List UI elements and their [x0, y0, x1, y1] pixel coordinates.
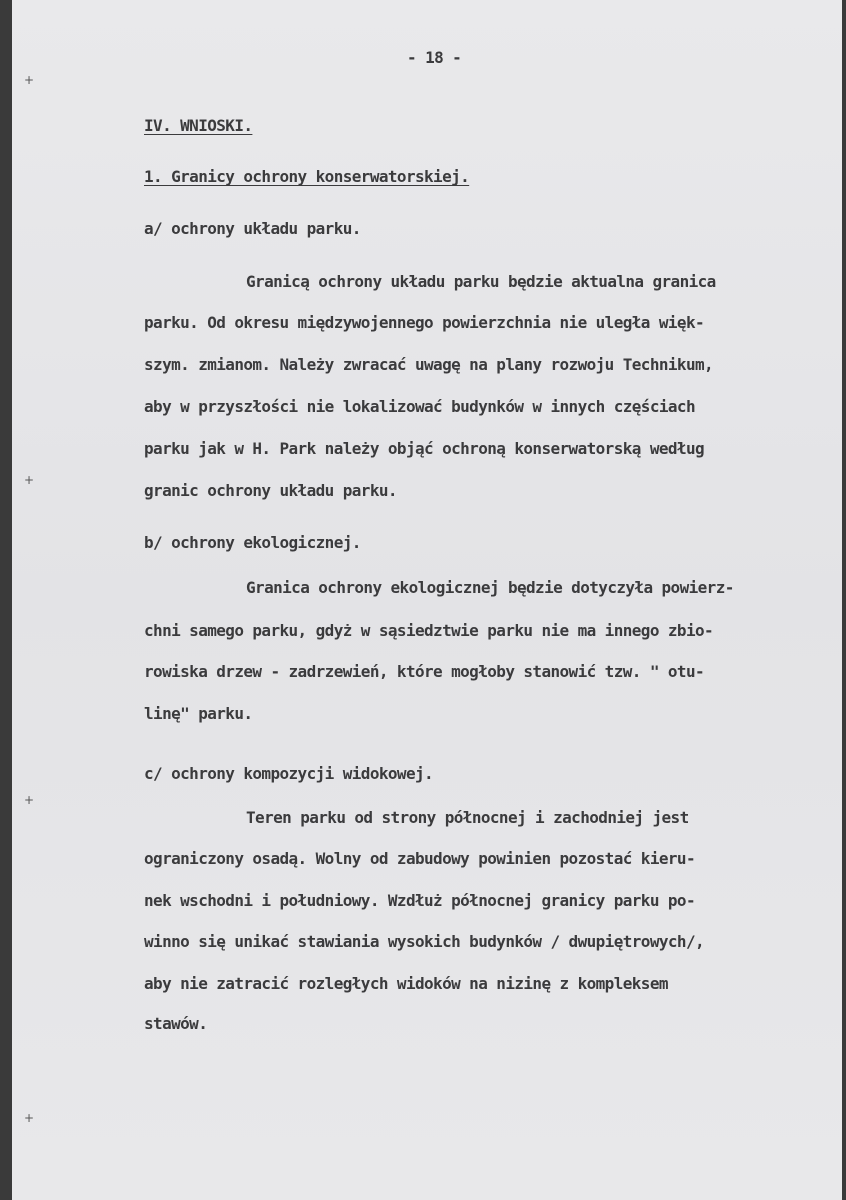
subsection-title: 1. Granicy ochrony konserwatorskiej. [144, 167, 470, 186]
page-number: - 18 - [407, 48, 462, 67]
paragraph-line: stawów. [144, 1014, 208, 1033]
paragraph-line: Granica ochrony ekologicznej będzie dotyczyła powierz- [246, 578, 734, 597]
part-c-heading: c/ ochrony kompozycji widokowej. [144, 764, 434, 783]
paragraph-line: parku. Od okresu międzywojennego powierzchnia nie uległa więk- [144, 313, 705, 332]
paragraph-line: ograniczony osadą. Wolny od zabudowy powinien pozostać kieru- [144, 849, 696, 868]
paragraph-line: nek wschodni i południowy. Wzdłuż północnej granicy parku po- [144, 891, 696, 910]
part-a-heading: a/ ochrony układu parku. [144, 219, 361, 238]
paragraph-line: winno się unikać stawiania wysokich budynków / dwupiętrowych/, [144, 932, 705, 951]
paragraph-line: Granicą ochrony układu parku będzie aktualna granica [246, 272, 716, 291]
paragraph-line: Teren parku od strony północnej i zachodniej jest [246, 808, 689, 827]
binding-hole-mark: + [24, 73, 35, 87]
paragraph-line: rowiska drzew - zadrzewień, które mogłoby stanowić tzw. " otu- [144, 662, 705, 681]
binding-hole-mark: + [24, 1111, 35, 1125]
binding-hole-mark: + [24, 793, 35, 807]
section-title: IV. WNIOSKI. [144, 116, 253, 135]
document-page [12, 0, 842, 1200]
paragraph-line: granic ochrony układu parku. [144, 481, 397, 500]
paragraph-line: aby w przyszłości nie lokalizować budynków w innych częściach [144, 397, 696, 416]
scan-left-edge [0, 0, 12, 1200]
scan-right-edge [842, 0, 846, 1200]
part-b-heading: b/ ochrony ekologicznej. [144, 533, 361, 552]
paragraph-line: linę" parku. [144, 704, 253, 723]
paragraph-line: szym. zmianom. Należy zwracać uwagę na plany rozwoju Technikum, [144, 355, 714, 374]
paragraph-line: parku jak w H. Park należy objąć ochroną konserwatorską według [144, 439, 705, 458]
paragraph-line: aby nie zatracić rozległych widoków na nizinę z kompleksem [144, 974, 668, 993]
paragraph-line: chni samego parku, gdyż w sąsiedztwie parku nie ma innego zbio- [144, 621, 714, 640]
binding-hole-mark: + [24, 473, 35, 487]
